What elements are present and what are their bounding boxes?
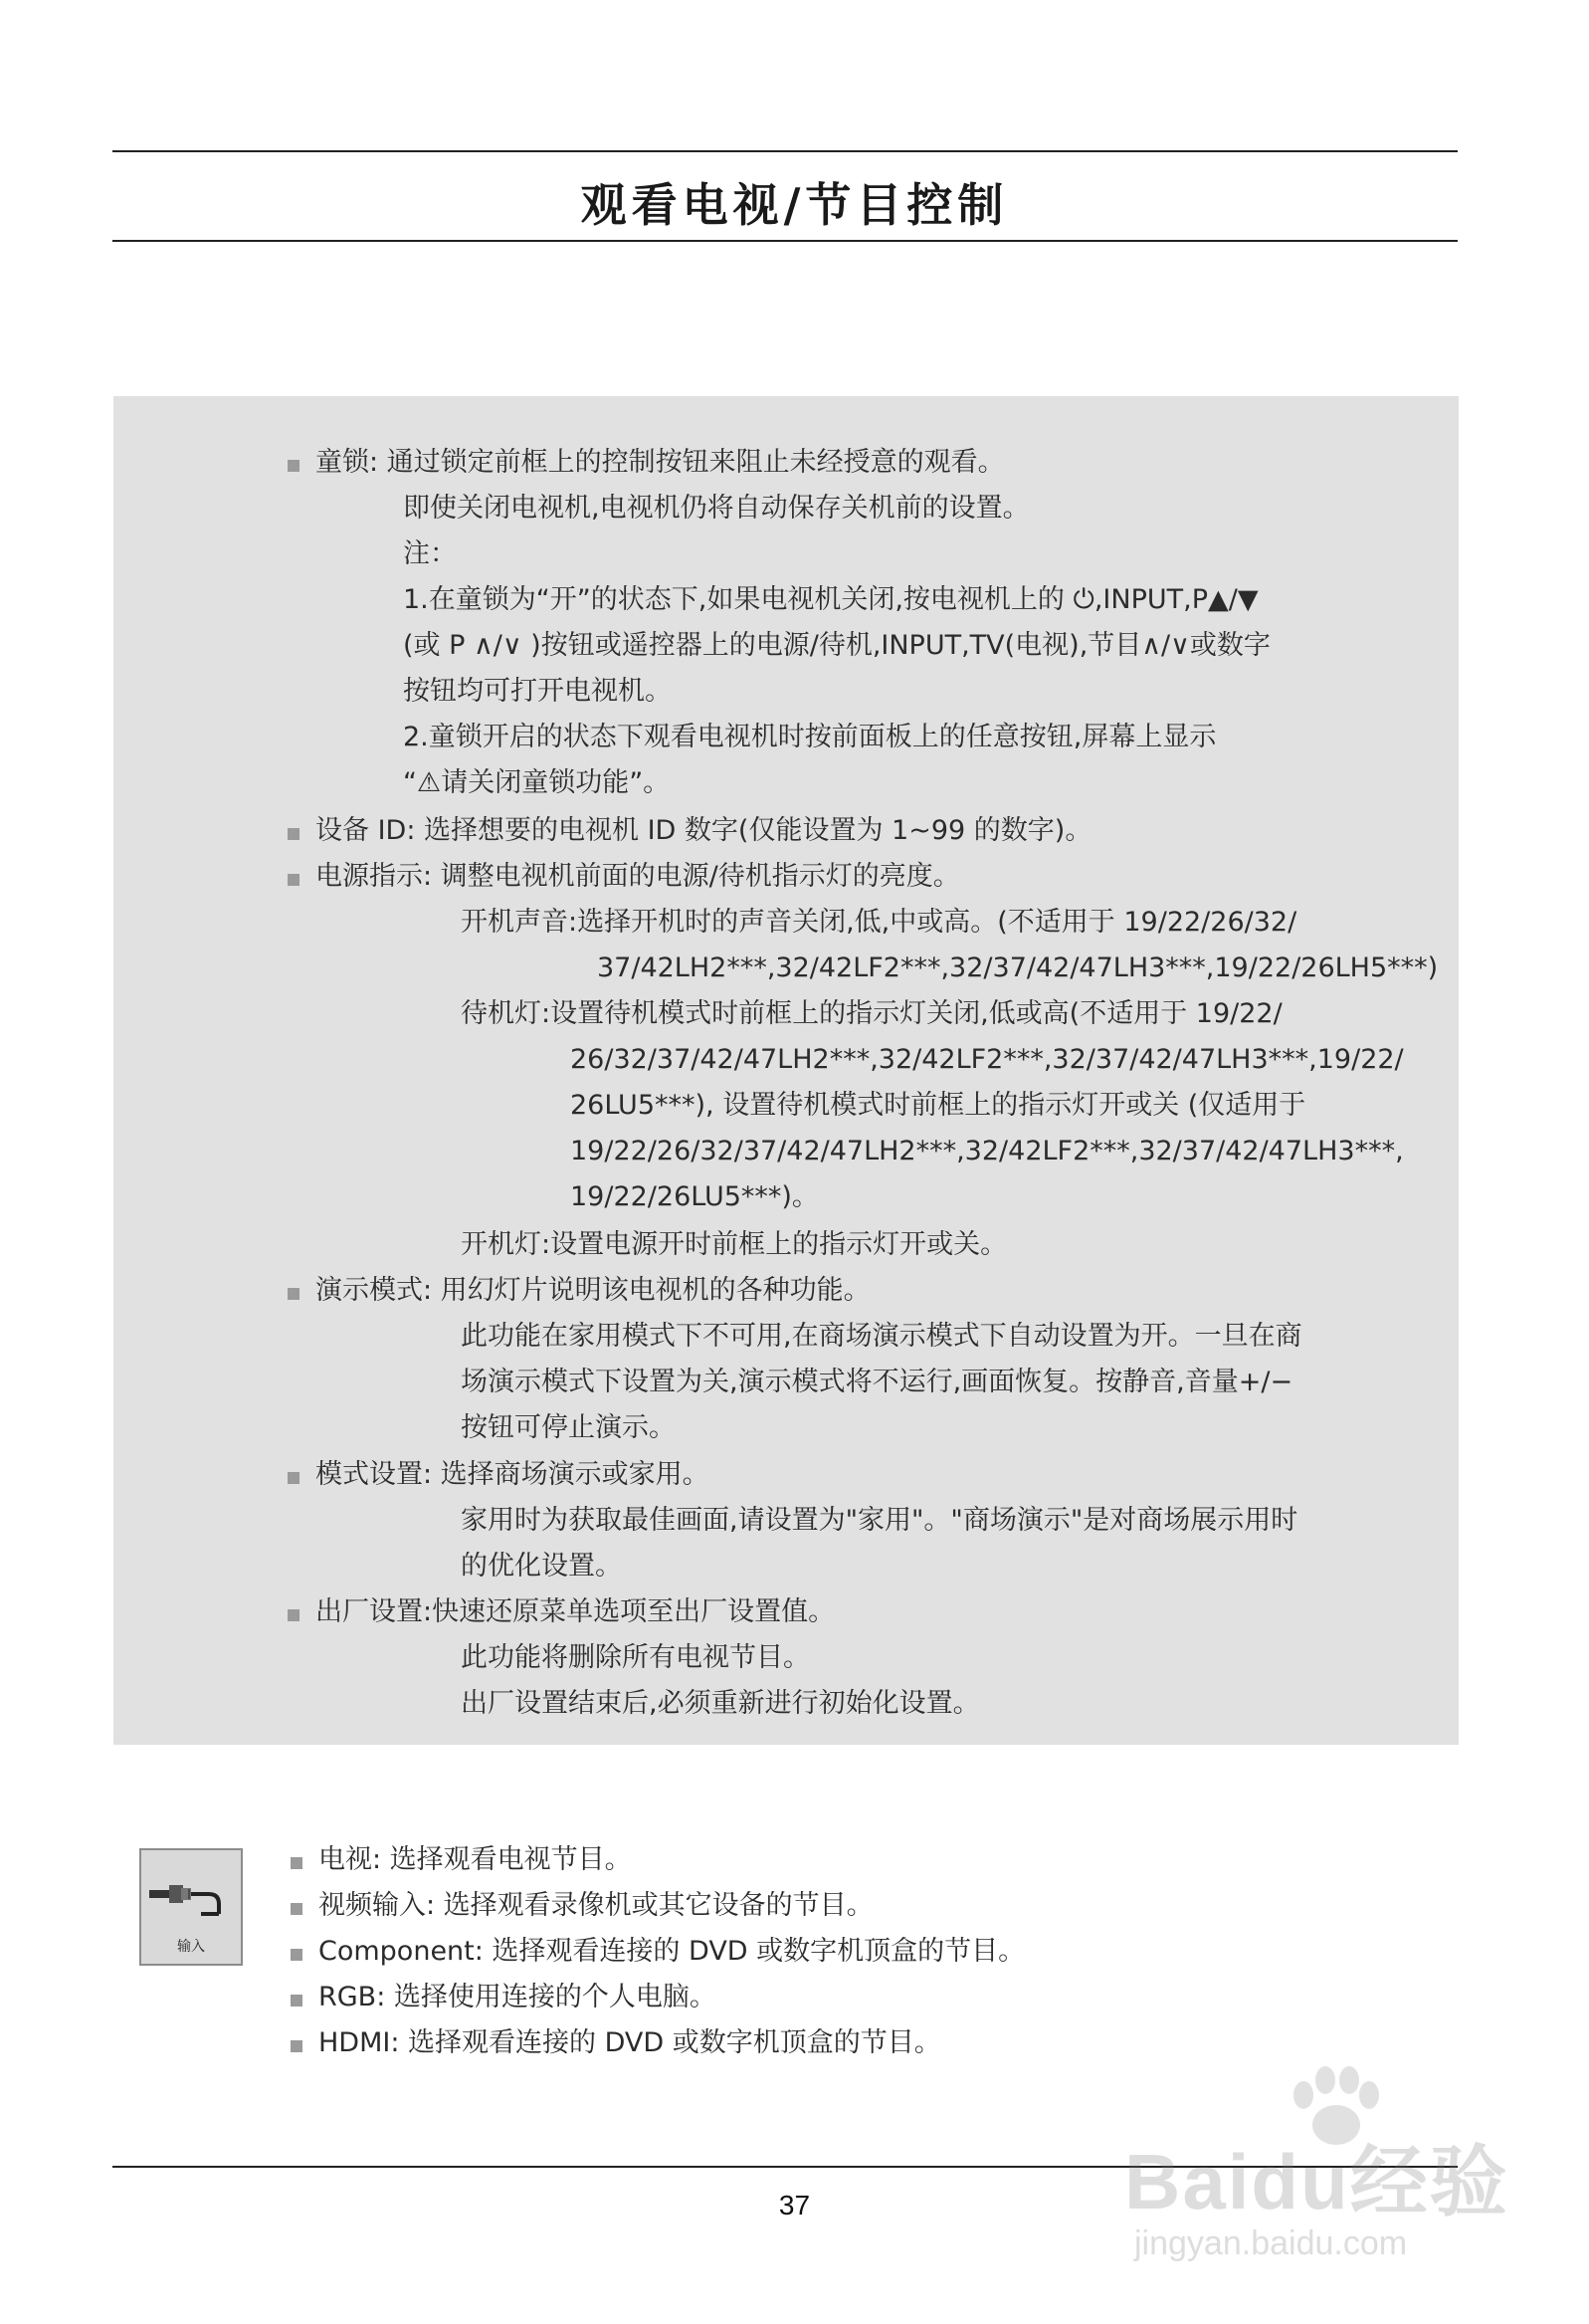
note-2-line-2: “⚠请关闭童锁功能”。 [403,767,671,798]
top-rule [112,150,1458,152]
demo-mode-line: 演示模式: 用幻灯片说明该电视机的各种功能。 [315,1275,871,1306]
standby-light-line-2: 26/32/37/42/47LH2***,32/42LF2***,32/37/42/47LH3***,19/22/ [570,1044,1404,1075]
power-on-sound-line-2: 37/42LH2***,32/42LF2***,32/37/42/47LH3***,19/22/26LH5***) [597,952,1439,983]
baidu-watermark [1104,2060,1542,2289]
page-title: 观看电视/节目控制 [580,178,1009,232]
standby-light-line-5: 19/22/26LU5***)。 [570,1181,819,1212]
note-1-line-2: (或 P ∧/∨ )按钮或遥控器上的电源/待机,INPUT,TV(电视),节目∧/∨或数字 [403,630,1271,661]
input-item-video-input: 视频输入: 选择观看录像机或其它设备的节目。 [318,1890,874,1921]
note-label: 注： [403,538,457,569]
power-on-sound-line-1: 开机声音:选择开机时的声音关闭,低,中或高。(不适用于 19/22/26/32/ [461,907,1297,938]
power-indicator-line: 电源指示: 调整电视机前面的电源/待机指示灯的亮度。 [315,861,960,892]
input-icon-caption: 输入 [177,1939,205,1955]
power-on-light-line: 开机灯:设置电源开时前框上的指示灯开或关。 [461,1229,1008,1260]
bullet-component [291,1949,302,1961]
factory-reset-line: 出厂设置:快速还原菜单选项至出厂设置值。 [315,1596,836,1627]
factory-reset-detail-line-2: 出厂设置结束后,必须重新进行初始化设置。 [461,1688,980,1719]
watermark-brand: Baidu经验 [1124,2138,1509,2225]
watermark-url: jingyan.baidu.com [1134,2224,1408,2262]
title-underline-rule [112,240,1458,242]
device-id-line: 设备 ID: 选择想要的电视机 ID 数字(仅能设置为 1~99 的数字)。 [315,815,1092,846]
demo-mode-detail-line-3: 按钮可停止演示。 [461,1412,676,1443]
factory-reset-detail-line-1: 此功能将删除所有电视节目。 [461,1642,810,1673]
bullet-device-id [288,828,299,840]
input-menu-icon-tile [139,1848,243,1966]
note-2-line-1: 2.童锁开启的状态下观看电视机时按前面板上的任意按钮,屏幕上显示 [403,722,1217,752]
input-item-tv: 电视: 选择观看电视节目。 [318,1844,632,1875]
input-item-component: Component: 选择观看连接的 DVD 或数字机顶盒的节目。 [318,1936,1026,1967]
bullet-power-indicator [288,874,299,886]
standby-light-line-1: 待机灯:设置待机模式时前框上的指示灯关闭,低或高(不适用于 19/22/ [461,998,1283,1029]
bullet-hdmi [291,2040,302,2052]
bullet-rgb [291,1995,302,2007]
bullet-mode-setting [288,1472,299,1484]
bullet-tv [291,1857,302,1869]
input-item-hdmi: HDMI: 选择观看连接的 DVD 或数字机顶盒的节目。 [318,2027,941,2058]
bullet-child-lock [288,460,299,472]
standby-light-line-3: 26LU5***), 设置待机模式时前框上的指示灯开或关 (仅适用于 [570,1090,1306,1121]
mode-setting-detail-line-1: 家用时为获取最佳画面,请设置为"家用"。"商场演示"是对商场展示用时 [461,1505,1298,1536]
mode-setting-line: 模式设置: 选择商场演示或家用。 [315,1459,709,1490]
bullet-demo-mode [288,1288,299,1300]
standby-light-line-4: 19/22/26/32/37/42/47LH2***,32/42LF2***,32/37/42/47LH3***, [570,1136,1404,1166]
demo-mode-detail-line-1: 此功能在家用模式下不可用,在商场演示模式下自动设置为开。一旦在商 [461,1321,1302,1352]
bullet-video-input [291,1903,302,1915]
demo-mode-detail-line-2: 场演示模式下设置为关,演示模式将不运行,画面恢复。按静音,音量+/− [461,1367,1293,1397]
input-plug-icon [141,1858,241,1938]
bullet-factory-reset [288,1609,299,1621]
note-1-line-1: 1.在童锁为“开”的状态下,如果电视机关闭,按电视机上的 ⏻,INPUT,P▲/▼ [403,584,1259,615]
child-lock-detail-line: 即使关闭电视机,电视机仍将自动保存关机前的设置。 [403,493,1030,524]
mode-setting-detail-line-2: 的优化设置。 [461,1551,622,1582]
page-number: 37 [778,2190,811,2220]
input-item-rgb: RGB: 选择使用连接的个人电脑。 [318,1982,716,2012]
note-1-line-3: 按钮均可打开电视机。 [403,676,672,707]
child-lock-line: 童锁: 通过锁定前框上的控制按钮来阻止未经授意的观看。 [315,447,1005,478]
